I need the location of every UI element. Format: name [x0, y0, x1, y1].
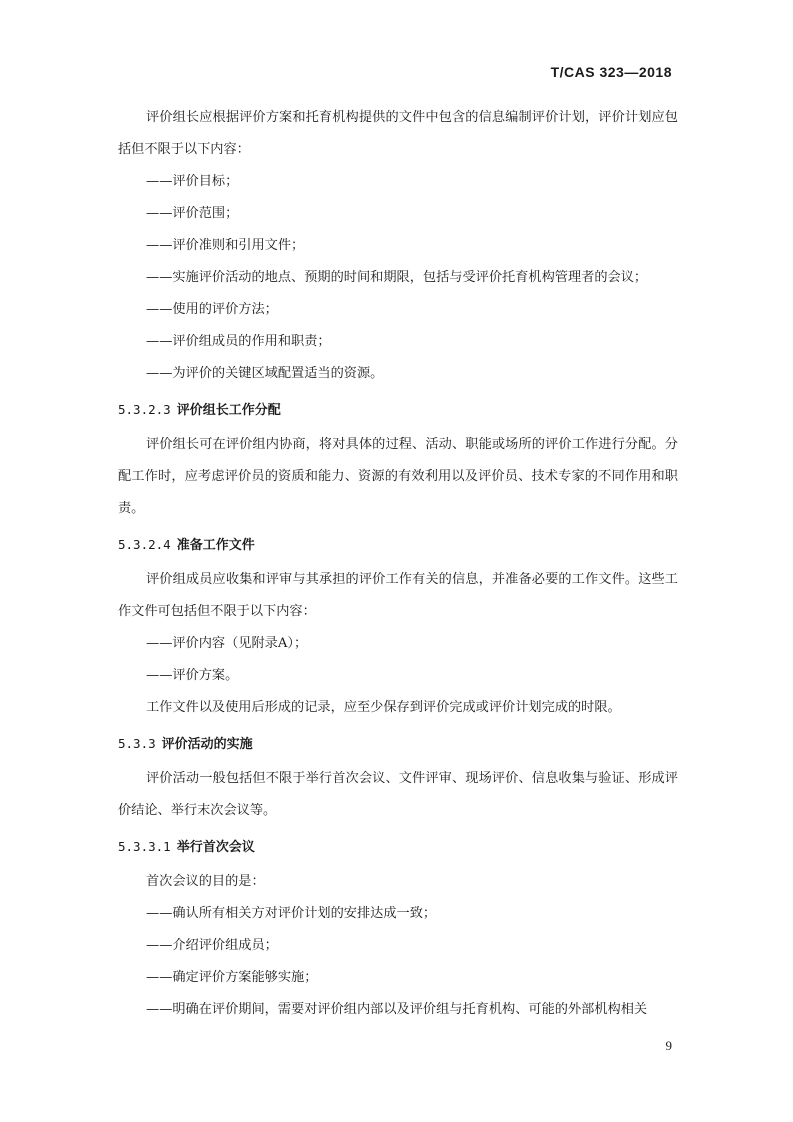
section-title: 准备工作文件 [176, 538, 255, 553]
list-item: ——为评价的关键区域配置适当的资源。 [146, 366, 384, 381]
list-item: ——评价范围； [146, 206, 239, 221]
section-number: 5.3.2.3 [118, 402, 171, 417]
paragraph: 评价组长可在评价组内协商，将对具体的过程、活动、职能或场所的评价工作进行分配。分配工作时，应考虑评价员的资质和能力、资源的有效利用以及评价员、技术专家的不同作用和职责。 [118, 437, 678, 516]
list-item: ——使用的评价方法； [146, 302, 278, 317]
section-number: 5.3.2.4 [118, 537, 171, 552]
list-item: ——评价目标； [146, 174, 239, 189]
paragraph: 评价组长应根据评价方案和托育机构提供的文件中包含的信息编制评价计划，评价计划应包括但不限于以下内容： [118, 110, 678, 157]
document-body [118, 102, 678, 1026]
section-number: 5.3.3 [118, 736, 156, 751]
list-item: ——确定评价方案能够实施； [146, 970, 318, 985]
section-title: 评价组长工作分配 [176, 403, 281, 418]
page-number: 9 [665, 1038, 672, 1053]
section-heading [118, 529, 678, 562]
section-title: 评价活动的实施 [161, 737, 253, 752]
section-number: 5.3.3.1 [118, 839, 171, 854]
section-title: 举行首次会议 [176, 840, 255, 855]
paragraph: 工作文件以及使用后形成的记录，应至少保存到评价完成或评价计划完成的时限。 [146, 700, 621, 715]
list-item: ——评价内容（见附录A）； [146, 636, 308, 651]
list-item: ——评价准则和引用文件； [146, 238, 305, 253]
paragraph: 评价活动一般包括但不限于举行首次会议、文件评审、现场评价、信息收集与验证、形成评价结论、举行末次会议等。 [118, 771, 678, 818]
list-item: ——评价方案。 [146, 668, 239, 683]
document-code-header: T/CAS 323—2018 [550, 64, 672, 80]
paragraph: 首次会议的目的是： [146, 874, 265, 889]
list-item: ——评价组成员的作用和职责； [146, 334, 331, 349]
section-heading [118, 394, 678, 427]
section-heading [118, 728, 678, 761]
list-item: ——实施评价活动的地点、预期的时间和期限，包括与受评价托育机构管理者的会议； [146, 270, 648, 285]
list-item: ——介绍评价组成员； [146, 938, 278, 953]
list-item: ——明确在评价期间，需要对评价组内部以及评价组与托育机构、可能的外部机构相关 [146, 1002, 648, 1017]
paragraph: 评价组成员应收集和评审与其承担的评价工作有关的信息，并准备必要的工作文件。这些工作文件可包括但不限于以下内容： [118, 572, 678, 619]
section-heading [118, 831, 678, 864]
list-item: ——确认所有相关方对评价计划的安排达成一致； [146, 906, 437, 921]
